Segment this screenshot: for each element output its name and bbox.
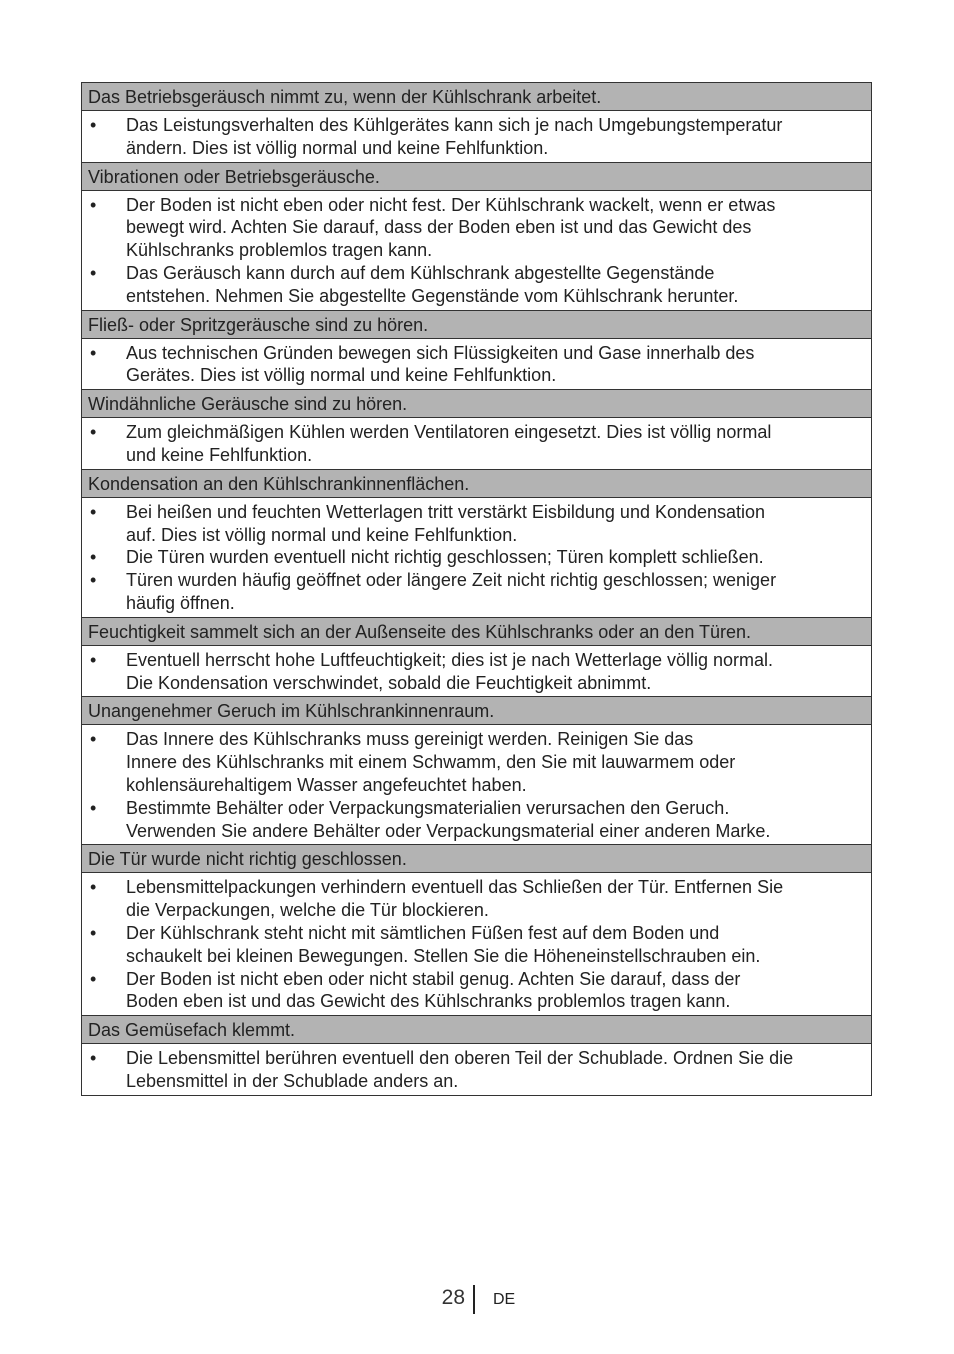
section-heading: Feuchtigkeit sammelt sich an der Außenseite des Kühlschranks oder an den Türen. xyxy=(82,618,871,646)
text-line: auf. Dies ist völlig normal und keine Fehlfunktion. xyxy=(126,524,518,545)
item-text xyxy=(126,968,861,1014)
section-body xyxy=(82,111,871,163)
text-line: Bestimmte Behälter oder Verpackungsmaterialien verursachen den Geruch. xyxy=(126,797,730,818)
list-item xyxy=(88,569,861,615)
section-body xyxy=(82,498,871,618)
language-code: DE xyxy=(493,1291,516,1308)
section-heading: Das Gemüsefach klemmt. xyxy=(82,1016,871,1044)
text-line: Aus technischen Gründen bewegen sich Flüssigkeiten und Gase innerhalb des xyxy=(126,342,755,363)
list-item xyxy=(88,876,861,922)
bullet-icon: • xyxy=(90,649,97,670)
text-line: Türen wurden häufig geöffnet oder längere Zeit nicht richtig geschlossen; weniger xyxy=(126,570,777,591)
text-line: Eventuell herrscht hohe Luftfeuchtigkeit; dies ist je nach Wetterlage völlig normal. xyxy=(126,649,774,670)
item-text xyxy=(126,649,861,695)
bullet-icon: • xyxy=(90,342,97,363)
bullet-icon: • xyxy=(90,570,97,591)
item-text xyxy=(126,342,861,388)
section-body xyxy=(82,339,871,391)
list-item xyxy=(88,649,861,695)
text-line: kohlensäurehaltigem Wasser angefeuchtet haben. xyxy=(126,774,527,795)
footer-divider xyxy=(473,1285,475,1314)
bullet-icon: • xyxy=(90,194,97,215)
page-footer xyxy=(0,1285,954,1315)
text-line: Der Boden ist nicht eben oder nicht stabil genug. Achten Sie darauf, dass der xyxy=(126,968,741,989)
section-heading: Die Tür wurde nicht richtig geschlossen. xyxy=(82,845,871,873)
text-line: Die Kondensation verschwindet, sobald die Feuchtigkeit abnimmt. xyxy=(126,672,652,693)
list-item xyxy=(88,728,861,796)
bullet-icon: • xyxy=(90,729,97,750)
section-body xyxy=(82,873,871,1016)
page-number: 28 xyxy=(441,1286,465,1309)
section-body xyxy=(82,191,871,311)
item-text xyxy=(126,421,861,467)
list-item xyxy=(88,194,861,262)
section-heading: Windähnliche Geräusche sind zu hören. xyxy=(82,390,871,418)
list-item xyxy=(88,114,861,160)
section-heading: Fließ- oder Spritzgeräusche sind zu hören. xyxy=(82,311,871,339)
text-line: Das Geräusch kann durch auf dem Kühlschrank abgestellte Gegenstände xyxy=(126,262,715,283)
item-text xyxy=(126,569,861,615)
list-item xyxy=(88,1047,861,1093)
list-item xyxy=(88,262,861,308)
text-line: und keine Fehlfunktion. xyxy=(126,444,313,465)
bullet-icon: • xyxy=(90,262,97,283)
item-text xyxy=(126,797,861,843)
item-text xyxy=(126,114,861,160)
text-line: entstehen. Nehmen Sie abgestellte Gegenstände vom Kühlschrank herunter. xyxy=(126,285,739,306)
text-line: Die Türen wurden eventuell nicht richtig geschlossen; Türen komplett schließen. xyxy=(126,547,764,568)
bullet-icon: • xyxy=(90,922,97,943)
list-item xyxy=(88,421,861,467)
text-line: häufig öffnen. xyxy=(126,592,235,613)
text-line: Das Innere des Kühlschranks muss gereinigt werden. Reinigen Sie das xyxy=(126,729,694,750)
item-text xyxy=(126,262,861,308)
section-body xyxy=(82,418,871,470)
text-line: Gerätes. Dies ist völlig normal und keine Fehlfunktion. xyxy=(126,365,557,386)
section-heading: Vibrationen oder Betriebsgeräusche. xyxy=(82,163,871,191)
text-line: die Verpackungen, welche die Tür blockieren. xyxy=(126,900,489,921)
bullet-icon: • xyxy=(90,1048,97,1069)
bullet-icon: • xyxy=(90,501,97,522)
section-heading: Kondensation an den Kühlschrankinnenflächen. xyxy=(82,470,871,498)
section-heading: Das Betriebsgeräusch nimmt zu, wenn der Kühlschrank arbeitet. xyxy=(82,83,871,111)
item-text xyxy=(126,546,861,569)
list-item xyxy=(88,968,861,1014)
troubleshooting-table xyxy=(81,82,872,1096)
text-line: Innere des Kühlschranks mit einem Schwamm, den Sie mit lauwarmem oder xyxy=(126,752,736,773)
text-line: Lebensmittel in der Schublade anders an. xyxy=(126,1070,459,1091)
section-body xyxy=(82,725,871,845)
bullet-icon: • xyxy=(90,877,97,898)
text-line: bewegt wird. Achten Sie darauf, dass der Boden eben ist und das Gewicht des xyxy=(126,217,752,238)
list-item xyxy=(88,797,861,843)
list-item xyxy=(88,546,861,569)
item-text xyxy=(126,1047,861,1093)
text-line: Lebensmittelpackungen verhindern eventuell das Schließen der Tür. Entfernen Sie xyxy=(126,877,784,898)
text-line: Boden eben ist und das Gewicht des Kühlschranks problemlos tragen kann. xyxy=(126,991,731,1012)
item-text xyxy=(126,922,861,968)
item-text xyxy=(126,194,861,262)
section-body xyxy=(82,646,871,698)
bullet-icon: • xyxy=(90,547,97,568)
bullet-icon: • xyxy=(90,797,97,818)
bullet-icon: • xyxy=(90,968,97,989)
section-body xyxy=(82,1044,871,1096)
item-text xyxy=(126,728,861,796)
text-line: Zum gleichmäßigen Kühlen werden Ventilatoren eingesetzt. Dies ist völlig normal xyxy=(126,422,772,443)
list-item xyxy=(88,342,861,388)
text-line: Das Leistungsverhalten des Kühlgerätes kann sich je nach Umgebungstemperatur xyxy=(126,115,783,135)
bullet-icon: • xyxy=(90,115,97,135)
section-heading: Unangenehmer Geruch im Kühlschrankinnenraum. xyxy=(82,697,871,725)
bullet-icon: • xyxy=(90,422,97,443)
list-item xyxy=(88,501,861,547)
text-line: Die Lebensmittel berühren eventuell den oberen Teil der Schublade. Ordnen Sie die xyxy=(126,1048,794,1069)
text-line: Kühlschranks problemlos tragen kann. xyxy=(126,240,433,261)
item-text xyxy=(126,501,861,547)
item-text xyxy=(126,876,861,922)
text-line: Der Boden ist nicht eben oder nicht fest. Der Kühlschrank wackelt, wenn er etwas xyxy=(126,194,776,215)
text-line: ändern. Dies ist völlig normal und keine Fehlfunktion. xyxy=(126,137,549,158)
list-item xyxy=(88,922,861,968)
text-line: Der Kühlschrank steht nicht mit sämtlichen Füßen fest auf dem Boden und xyxy=(126,922,720,943)
text-line: Bei heißen und feuchten Wetterlagen tritt verstärkt Eisbildung und Kondensation xyxy=(126,501,766,522)
text-line: Verwenden Sie andere Behälter oder Verpackungsmaterial einer anderen Marke. xyxy=(126,820,771,841)
text-line: schaukelt bei kleinen Bewegungen. Stellen Sie die Höheneinstellschrauben ein. xyxy=(126,945,761,966)
